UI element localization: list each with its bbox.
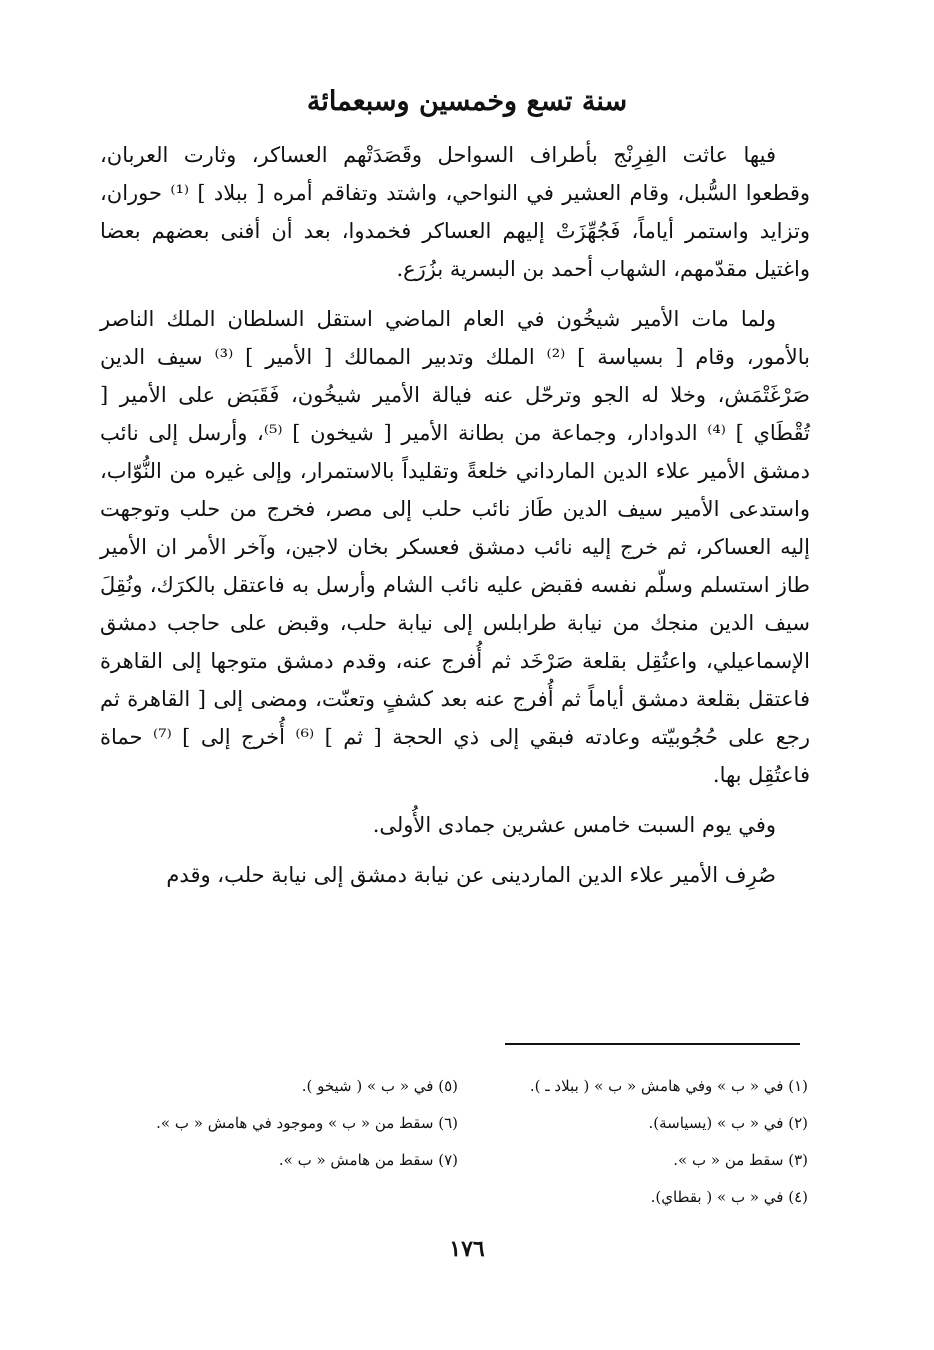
footnote-7: (٧) سقط من هامش « ب ». <box>278 1151 458 1169</box>
paragraph-4: صُرِف الأمير علاء الدين الماردينى عن نيابة دمشق إلى نيابة حلب، وقدم <box>166 863 776 887</box>
paragraph-2: ولما مات الأمير شيخُون في العام الماضي استقل السلطان الملك الناصر بالأمور، وقام [ بسياسة ] ⁽²⁾ الملك وتدبير الممالك [ الأمير ] ⁽³⁾ سيف الدين صَرْغَتْمَش، وخلا له الجو وترحّل عنه فيالة الأمير شيخُون، فَقَبَض على الأمير [ تُقْطَاي ] ⁽⁴⁾ الدوادار، وجماعة من بطانة الأمير [ شيخون ] ⁽⁵⁾، وأرسل إلى نائب دمشق الأمير علاء الدين المارداني خلعةً وتقليداً بالاستمرار، وإلى غيره من النُّوّاب، واستدعى الأمير سيف الدين طَاز نائب حلب إلى مصر، فخرج من حلب وتوجهت إليه العساكر، ثم خرج إليه نائب دمشق فعسكر بخان لاجين، وآخر الأمر ان الأمير طاز استسلم وسلّم نفسه فقبض عليه نائب الشام وأرسل به فاعتقل بالكرَك، ونُقِلَ سيف الدين منجك من نيابة طرابلس إلى نيابة حلب، وقبض على حاجب دمشق الإسماعيلي، واعتُقِل بقلعة صَرْخَد ثم أُفرج عنه، وقدم دمشق متوجها إلى القاهرة فاعتقل بقلعة دمشق أياماً ثم أُفرج عنه بعد كشفٍ وتعنّت، ومضى إلى [ القاهرة ثم رجع على حُجُوبيّته وعادته فبقي إلى ذي الحجة [ ثم ] ⁽⁶⁾ أُخرج إلى ] ⁽⁷⁾ حماة فاعتُقِل بها. <box>100 307 811 787</box>
paragraph-1: فيها عاثت الفِرِنْج بأطراف السواحل وقَصَدَتْهم العساكر، وثارت العربان، وقطعوا السُّبل، وقام العشير في النواحي، واشتد وتفاقم أمره [ ببلاد ] ⁽¹⁾ حوران، وتزايد واستمر أياماً، فَجُهِّزَتْ إليهم العساكر فخمدوا، بعد أن أفنى بعضهم بعضا واغتيل مقدّمهم، الشهاب أحمد بن البسرية بزُرَع. <box>100 143 810 281</box>
footnotes-right-column <box>488 1068 808 1216</box>
footnote-4: (٤) في « ب » ( بقطاي). <box>650 1188 808 1206</box>
main-text <box>100 136 810 906</box>
footnote-3: (٣) سقط من « ب ». <box>673 1151 808 1169</box>
page-number: ١٧٦ <box>449 1236 485 1262</box>
footnote-separator <box>505 1043 800 1045</box>
footnote-5: (٥) في « ب » ( شيخو ). <box>301 1077 458 1095</box>
footnote-2: (٢) في « ب » (يسياسة). <box>648 1114 808 1132</box>
footnotes-left-column <box>108 1068 458 1179</box>
footnote-6: (٦) سقط من « ب » وموجود في هامش « ب ». <box>156 1114 458 1132</box>
footnote-1: (١) في « ب » وفي هامش « ب » ( ببلاد ـ ). <box>529 1077 808 1095</box>
paragraph-3: وفي يوم السبت خامس عشرين جمادى الأُولى. <box>372 813 776 837</box>
page-title: سنة تسع وخمسين وسبعمائة <box>306 86 628 117</box>
